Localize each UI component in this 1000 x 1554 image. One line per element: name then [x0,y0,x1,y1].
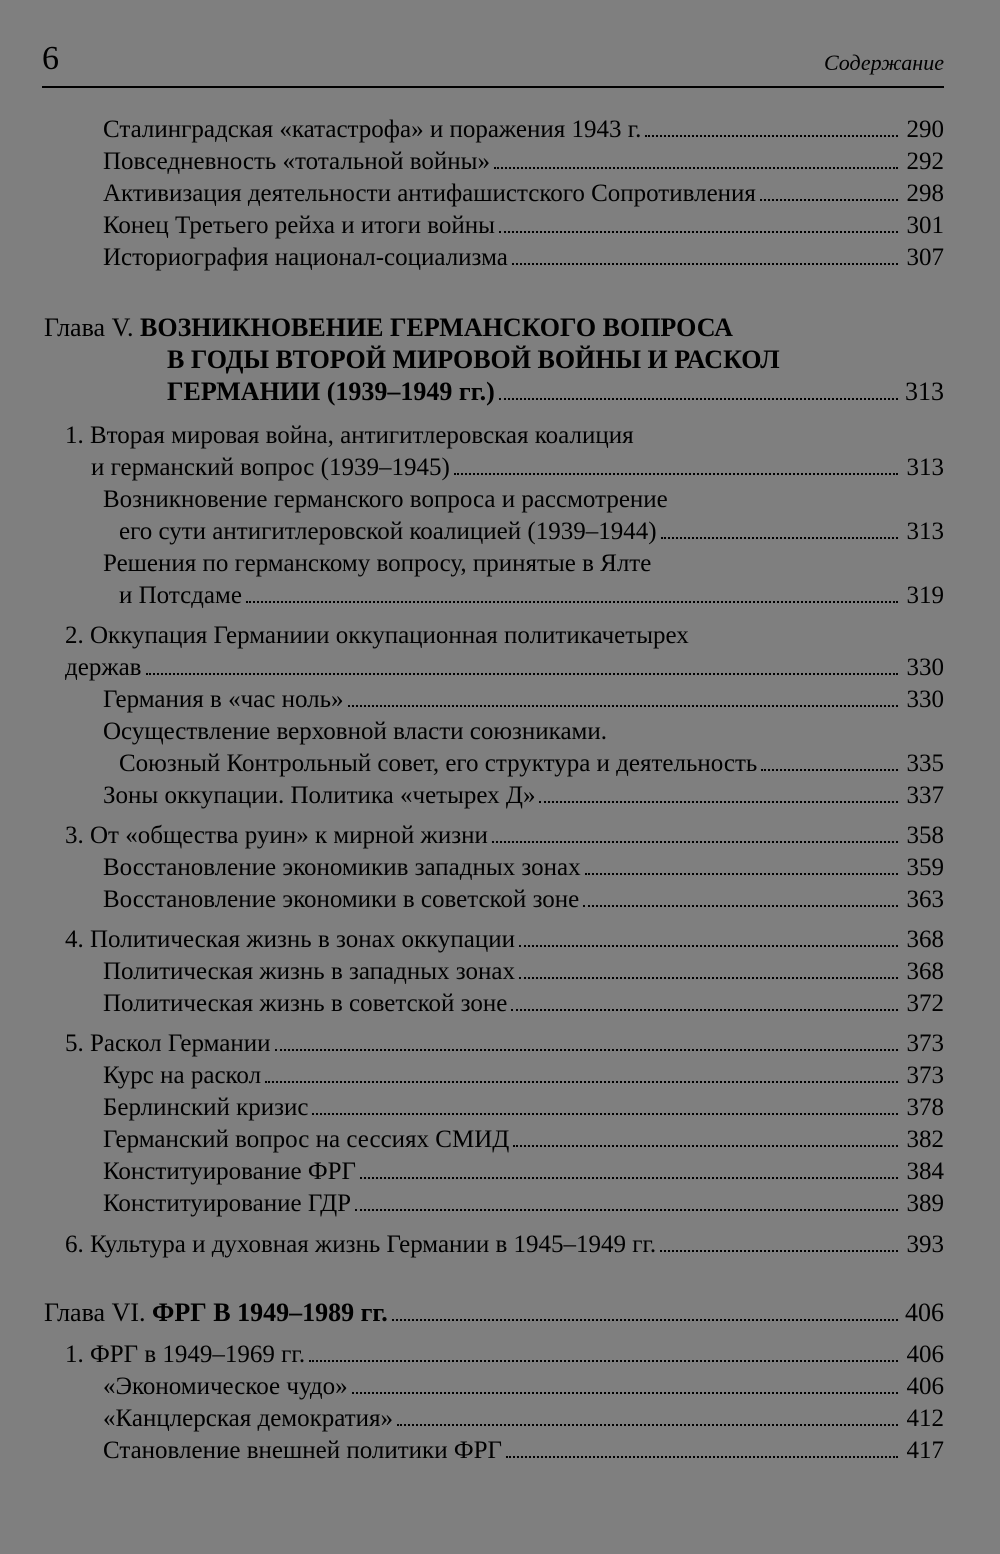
section-2b[interactable]: Союзный Контрольный совет, его структура и деятельность 335 [119,750,944,777]
toc-entry[interactable]: Конец Третьего рейха и итоги войны 301 [103,212,944,239]
running-title: Содержание [823,50,944,75]
section-2c[interactable]: Зоны оккупации. Политика «четырех Д» 337 [103,782,944,809]
section-1a[interactable]: его сути антигитлеровской коалицией (1939–1944) 313 [119,518,944,545]
chapter-6-section-1b[interactable]: «Канцлерская демократия» 412 [103,1405,944,1432]
section-1b[interactable]: и Потсдаме 319 [119,582,944,609]
section-3[interactable]: 3. От «общества руин» к мирной жизни 358 [65,822,944,849]
section-1[interactable]: и германский вопрос (1939–1945) 313 [91,454,944,481]
chapter-5-heading[interactable] [44,312,733,344]
chapter-6-heading[interactable]: Глава VI. ФРГ В 1949–1989 гг. 406 [44,1298,944,1327]
section-3a[interactable]: Восстановление экономикив западных зонах 359 [103,854,944,881]
section-1b-line1[interactable]: Решения по германскому вопросу, принятые в Ялте [103,550,652,577]
section-2-line1[interactable]: 2. Оккупация Германиии оккупационная политикачетырех [65,622,689,649]
toc-entry[interactable]: Активизация деятельности антифашистского Сопротивления 298 [103,180,944,207]
section-4a[interactable]: Политическая жизнь в западных зонах 368 [103,958,944,985]
section-5[interactable]: 5. Раскол Германии 373 [65,1030,944,1057]
page-header [42,40,944,88]
section-5c[interactable]: Германский вопрос на сессиях СМИД 382 [103,1126,944,1153]
toc-entry[interactable]: Повседневность «тотальной войны» 292 [103,148,944,175]
chapter-5-title-line3[interactable]: ГЕРМАНИИ (1939–1949 гг.) 313 [167,377,944,406]
section-4[interactable]: 4. Политическая жизнь в зонах оккупации 368 [65,926,944,953]
section-6[interactable]: 6. Культура и духовная жизнь Германии в 1945–1949 гг. 393 [65,1231,944,1258]
section-5e[interactable]: Конституирование ГДР 389 [103,1190,944,1217]
section-2a[interactable]: Германия в «час ноль» 330 [103,686,944,713]
chapter-5-label: Глава V. [44,313,134,342]
section-1-line1[interactable]: 1. Вторая мировая война, антигитлеровская коалиция [65,422,634,449]
chapter-5-title-line2: В ГОДЫ ВТОРОЙ МИРОВОЙ ВОЙНЫ И РАСКОЛ [167,345,780,374]
toc-entry[interactable]: Сталинградская «катастрофа» и поражения 1943 г. 290 [103,116,944,143]
section-1a-line1[interactable]: Возникновение германского вопроса и рассмотрение [103,486,668,513]
section-2[interactable]: держав 330 [65,654,944,681]
chapter-6-title: ФРГ В 1949–1989 гг. [152,1298,388,1327]
page-number: 6 [42,40,59,77]
chapter-6-section-1a[interactable]: «Экономическое чудо» 406 [103,1373,944,1400]
section-3b[interactable]: Восстановление экономики в советской зоне 363 [103,886,944,913]
chapter-6-label: Глава VI. [44,1298,146,1327]
chapter-6-section-1[interactable]: 1. ФРГ в 1949–1969 гг. 406 [65,1341,944,1368]
section-5a[interactable]: Курс на раскол 373 [103,1062,944,1089]
chapter-6-section-1c[interactable]: Становление внешней политики ФРГ 417 [103,1437,944,1464]
section-5b[interactable]: Берлинский кризис 378 [103,1094,944,1121]
section-4b[interactable]: Политическая жизнь в советской зоне 372 [103,990,944,1017]
chapter-5-title-line1: ВОЗНИКНОВЕНИЕ ГЕРМАНСКОГО ВОПРОСА [140,313,733,342]
section-2b-line1[interactable]: Осуществление верховной власти союзниками. [103,718,607,745]
section-5d[interactable]: Конституирование ФРГ 384 [103,1158,944,1185]
toc-entry[interactable]: Историография национал-социализма 307 [103,244,944,271]
